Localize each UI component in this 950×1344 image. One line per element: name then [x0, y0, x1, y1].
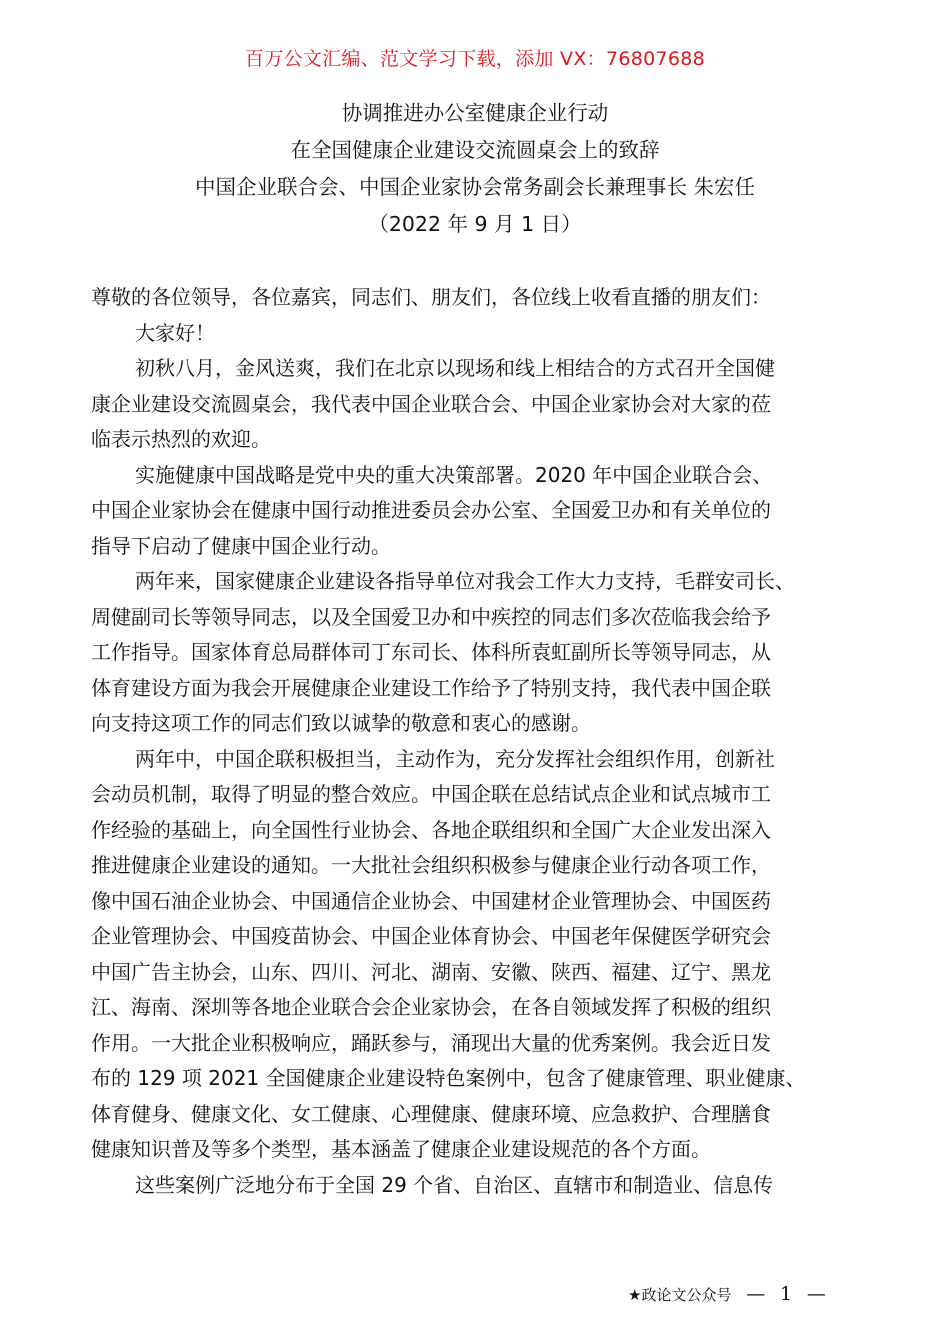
body-line: 像中国石油企业协会、中国通信企业协会、中国建材企业管理协会、中国医药 — [91, 888, 771, 913]
body-line: 健康知识普及等多个类型，基本涵盖了健康企业建设规范的各个方面。 — [91, 1137, 711, 1161]
document-title: 协调推进办公室健康企业行动 — [341, 101, 609, 125]
body-line: 体育健身、健康文化、女工健康、心理健康、健康环境、应急救护、合理膳食 — [91, 1101, 771, 1126]
body-line: 中国广告主协会，山东、四川、河北、湖南、安徽、陕西、福建、辽宁、黑龙 — [91, 959, 771, 984]
body-line: 康企业建设交流圆桌会，我代表中国企业联合会、中国企业家协会对大家的莅 — [91, 391, 771, 416]
body-line: 临表示热烈的欢迎。 — [91, 427, 271, 451]
body-line: 布的 129 项 2021 全国健康企业建设特色案例中，包含了健康管理、职业健康、 — [91, 1066, 806, 1090]
header-banner: 百万公文汇编、范文学习下载，添加 VX：76807688 — [244, 48, 706, 70]
body-line: 向支持这项工作的同志们致以诚挚的敬意和衷心的感谢。 — [91, 711, 591, 735]
date-line: （2022 年 9 月 1 日） — [368, 212, 582, 236]
dash-left: — — [746, 1283, 766, 1305]
body-line: 两年来，国家健康企业建设各指导单位对我会工作大力支持，毛群安司长、 — [135, 569, 795, 593]
body-line: 指导下启动了健康中国企业行动。 — [91, 533, 391, 558]
greeting: 大家好！ — [135, 320, 215, 345]
body-line: 推进健康企业建设的通知。一大批社会组织积极参与健康企业行动各项工作， — [91, 853, 771, 877]
body-line: 实施健康中国战略是党中央的重大决策部署。2020 年中国企业联合会、 — [135, 462, 773, 487]
title-block — [0, 95, 950, 243]
body-line: 工作指导。国家体育总局群体司丁东司长、体科所袁虹副所长等领导同志，从 — [91, 640, 771, 664]
footer-label: ★政论文公众号 — [628, 1286, 732, 1304]
body-line: 会动员机制，取得了明显的整合效应。中国企联在总结试点企业和试点城市工 — [91, 782, 771, 806]
dash-right: — — [806, 1283, 826, 1305]
page-footer — [628, 1281, 826, 1308]
body-line: 体育建设方面为我会开展健康企业建设工作给予了特别支持，我代表中国企联 — [91, 675, 771, 700]
body-line: 作经验的基础上，向全国性行业协会、各地企联组织和全国广大企业发出深入 — [91, 817, 771, 842]
body-line: 企业管理协会、中国疫苗协会、中国企业体育协会、中国老年保健医学研究会 — [91, 924, 771, 948]
body-line: 初秋八月，金风送爽，我们在北京以现场和线上相结合的方式召开全国健 — [135, 356, 775, 380]
body-line: 周健副司长等领导同志，以及全国爱卫办和中疾控的同志们多次莅临我会给予 — [91, 604, 771, 629]
body-line: 中国企业家协会在健康中国行动推进委员会办公室、全国爱卫办和有关单位的 — [91, 498, 771, 522]
speech-body — [91, 280, 863, 1203]
body-line: 作用。一大批企业积极响应，踊跃参与，涌现出大量的优秀案例。我会近日发 — [91, 1030, 771, 1055]
body-line: 两年中，中国企联积极担当，主动作为，充分发挥社会组织作用，创新社 — [135, 746, 775, 771]
page-number: 1 — [780, 1283, 793, 1305]
body-line: 江、海南、深圳等各地企业联合会企业家协会，在各自领域发挥了积极的组织 — [91, 995, 771, 1019]
body-line: 这些案例广泛地分布于全国 29 个省、自治区、直辖市和制造业、信息传 — [135, 1172, 774, 1197]
document-subtitle: 在全国健康企业建设交流圆桌会上的致辞 — [290, 138, 660, 162]
salutation: 尊敬的各位领导，各位嘉宾，同志们、朋友们，各位线上收看直播的朋友们： — [91, 285, 771, 309]
speaker-line: 中国企业联合会、中国企业家协会常务副会长兼理事长 朱宏任 — [194, 175, 755, 199]
